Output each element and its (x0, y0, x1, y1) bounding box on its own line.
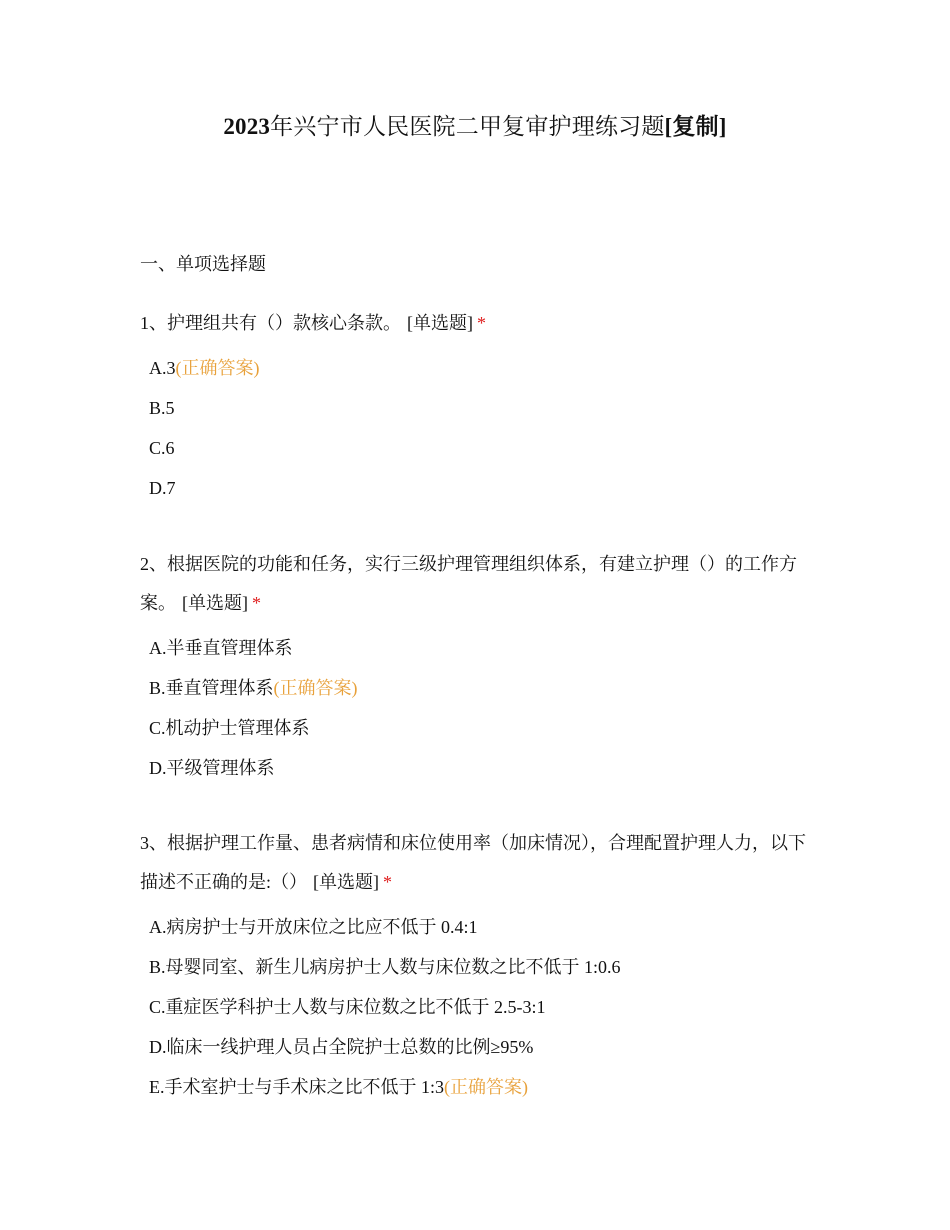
option-b[interactable] (149, 388, 812, 428)
question-type: [单选题] (182, 593, 248, 613)
option-label: B.母婴同室、新生儿病房护士人数与床位数之比不低于 1:0.6 (149, 957, 621, 977)
question-3 (140, 824, 812, 1107)
option-label: D.7 (149, 478, 176, 498)
question-stem: 2、根据医院的功能和任务，实行三级护理管理组织体系，有建立护理（）的工作方案。 (140, 554, 797, 613)
question-type: [单选题] (407, 313, 473, 333)
question-stem: 1、护理组共有（）款核心条款。 (140, 313, 401, 333)
option-list (149, 907, 812, 1107)
question-2 (140, 545, 812, 788)
correct-answer-marker: (正确答案) (273, 678, 358, 698)
required-mark: * (477, 313, 486, 333)
option-label: C.重症医学科护士人数与床位数之比不低于 2.5-3:1 (149, 997, 546, 1017)
option-a[interactable] (149, 907, 812, 947)
option-label: C.机动护士管理体系 (149, 718, 310, 738)
question-text (140, 824, 812, 902)
option-d[interactable] (149, 1027, 812, 1067)
option-label: D.临床一线护理人员占全院护士总数的比例≥95% (149, 1037, 534, 1057)
option-label: E.手术室护士与手术床之比不低于 1:3 (149, 1077, 444, 1097)
page-title (0, 112, 950, 142)
option-c[interactable] (149, 987, 812, 1027)
option-c[interactable] (149, 428, 812, 468)
option-label: B.5 (149, 398, 175, 418)
option-label: D.平级管理体系 (149, 758, 275, 778)
option-d[interactable] (149, 468, 812, 508)
question-1 (140, 304, 812, 508)
option-list (149, 348, 812, 508)
section-heading: 一、单项选择题 (140, 254, 266, 274)
question-type: [单选题] (313, 872, 380, 892)
question-text (140, 304, 812, 343)
option-list (149, 628, 812, 788)
option-a[interactable] (149, 348, 812, 388)
option-label: A.半垂直管理体系 (149, 638, 293, 658)
title-year: 2023 (223, 114, 271, 139)
option-label: A.病房护士与开放床位之比应不低于 0.4:1 (149, 917, 478, 937)
required-mark: * (252, 593, 261, 613)
required-mark: * (383, 872, 393, 892)
option-b[interactable] (149, 668, 812, 708)
option-c[interactable] (149, 708, 812, 748)
option-a[interactable] (149, 628, 812, 668)
option-b[interactable] (149, 947, 812, 987)
option-label: C.6 (149, 438, 175, 458)
option-label: B.垂直管理体系 (149, 678, 274, 698)
option-e[interactable] (149, 1067, 812, 1107)
question-text (140, 545, 812, 623)
option-d[interactable] (149, 748, 812, 788)
title-main: 年兴宁市人民医院二甲复审护理练习题 (270, 114, 665, 139)
correct-answer-marker: (正确答案) (444, 1077, 528, 1097)
title-suffix: [复制] (664, 114, 727, 139)
option-label: A.3 (149, 358, 176, 378)
question-stem: 3、根据护理工作量、患者病情和床位使用率（加床情况），合理配置护理人力，以下描述不正确的是:（） (140, 833, 806, 892)
correct-answer-marker: (正确答案) (175, 358, 260, 378)
